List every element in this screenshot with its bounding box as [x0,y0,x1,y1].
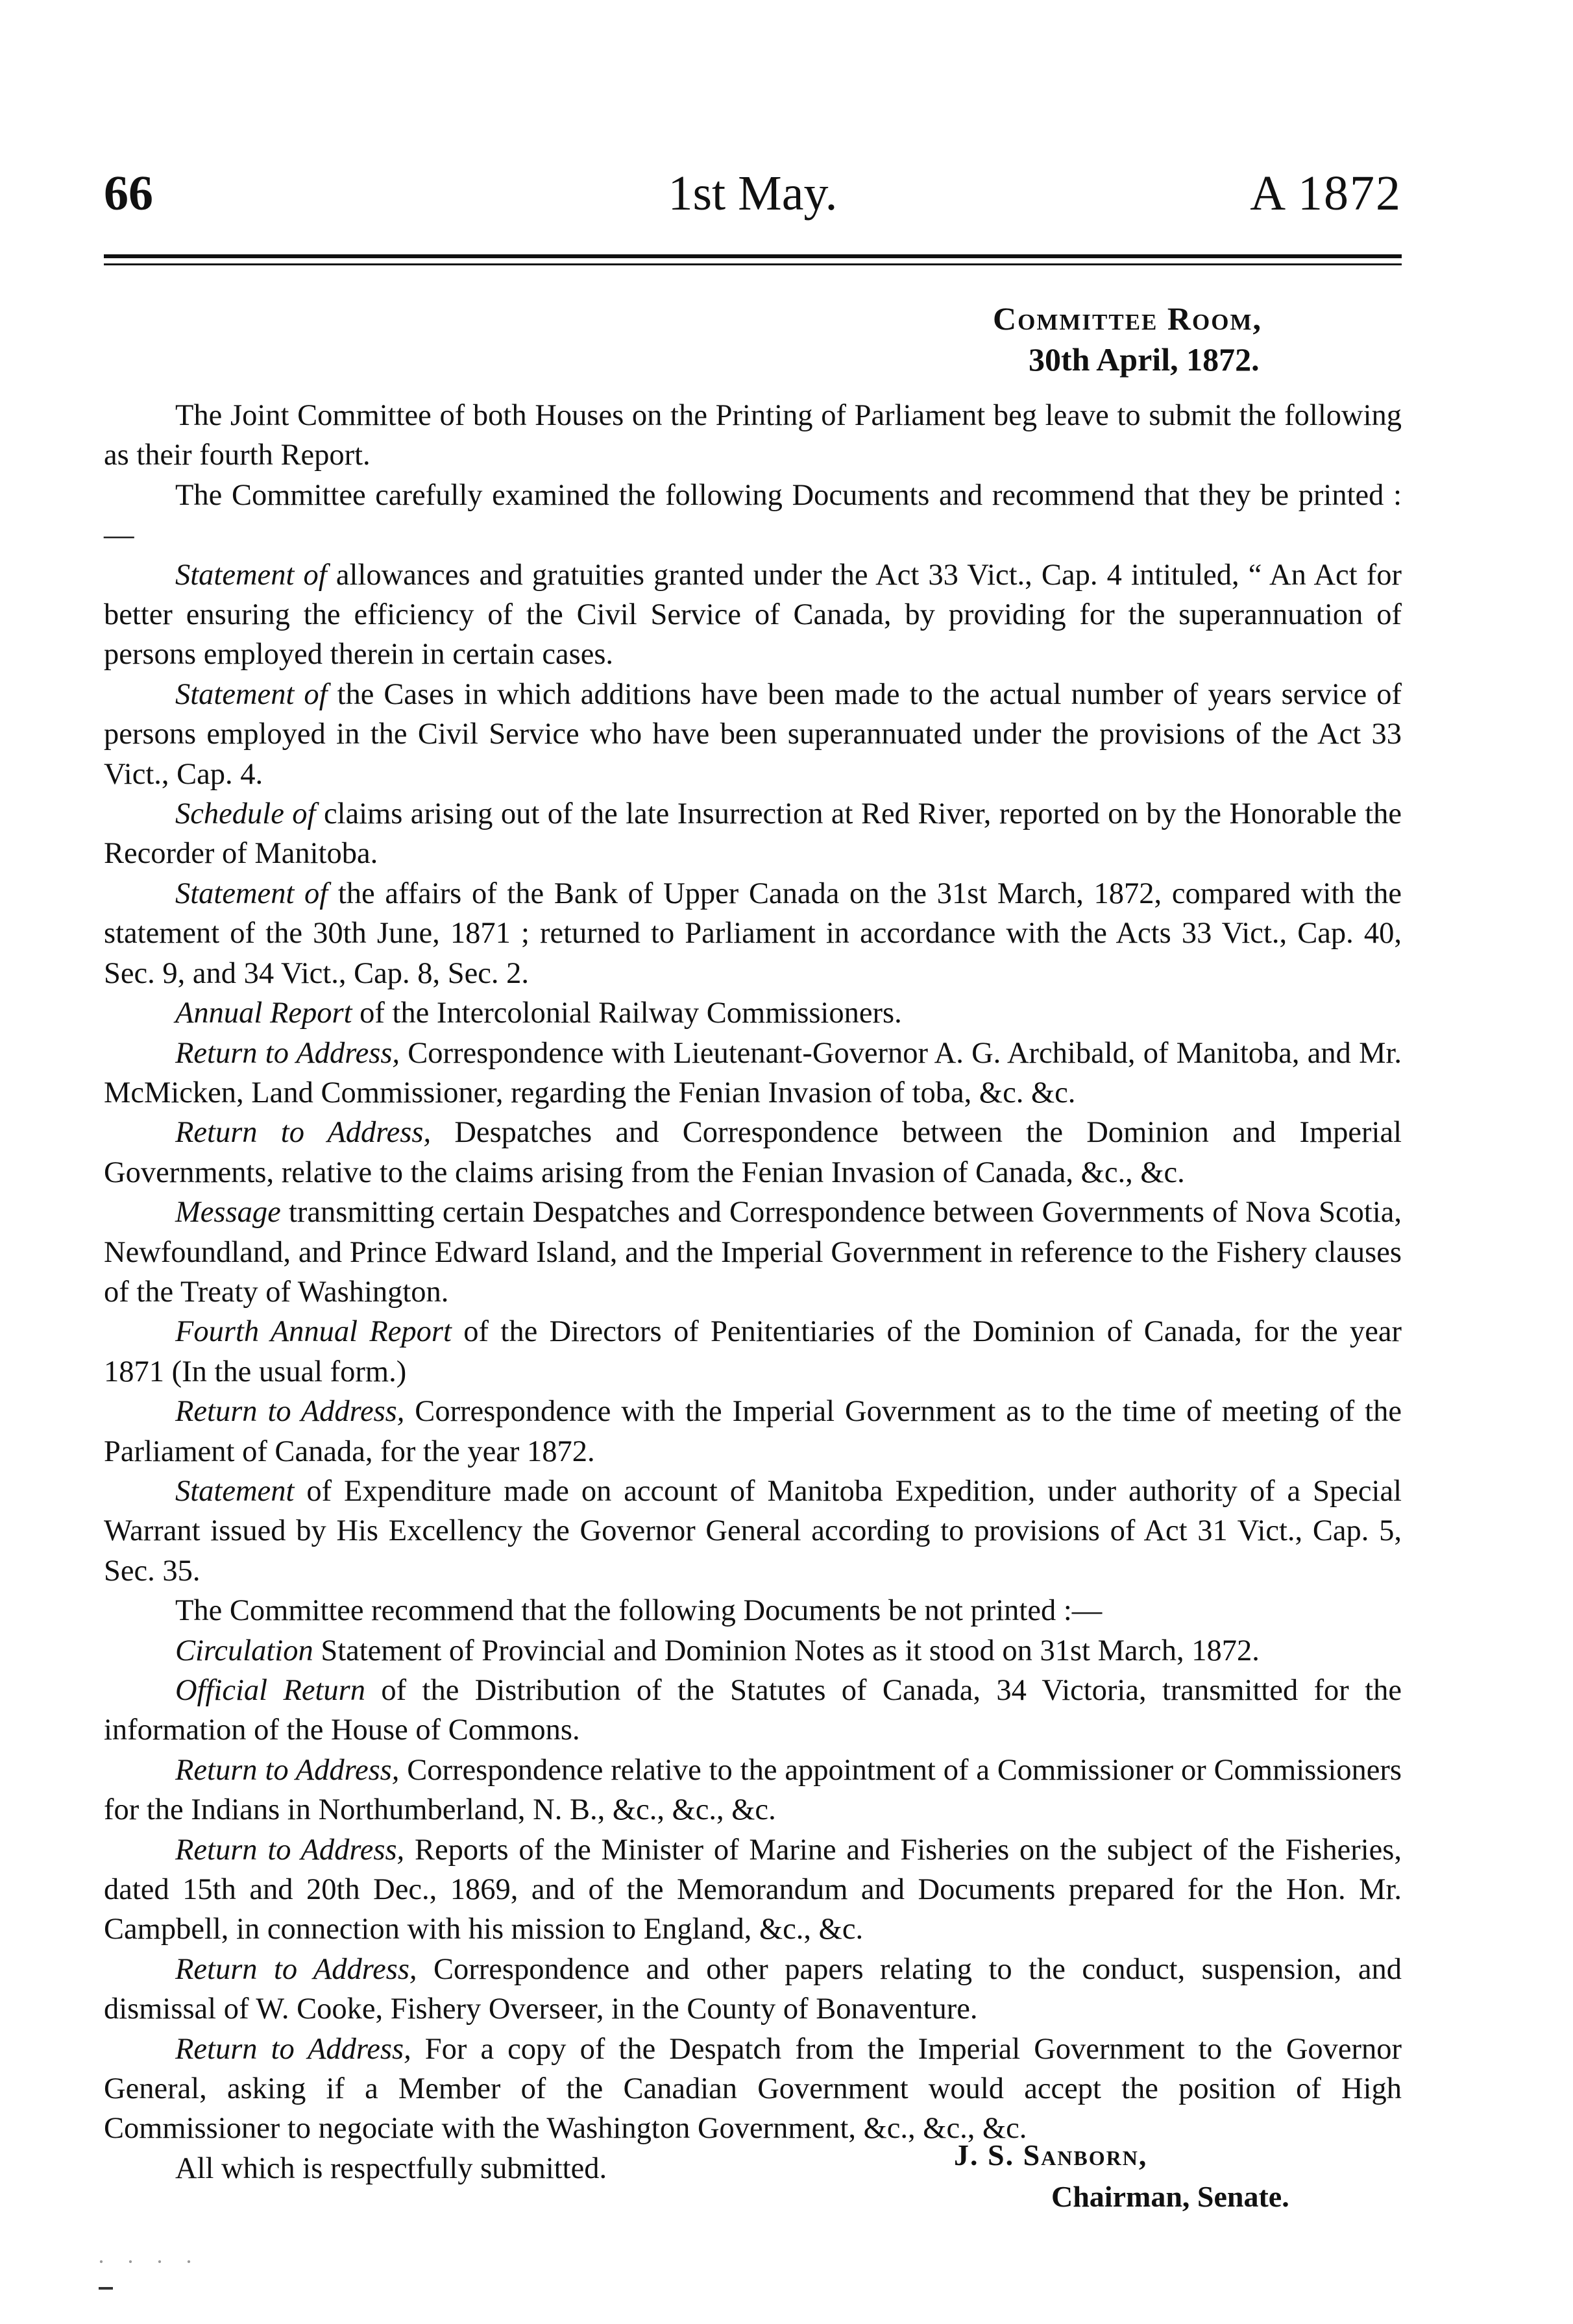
paragraph [104,555,1402,675]
header-year: A 1872 [1250,166,1402,221]
paragraph-text: Correspondence and other papers relating to the conduct, suspension, and dismissal of W. Cooke, Fishery Overseer, in the County of Bonaventure. [104,1952,1402,2026]
header-rule-thin [104,263,1402,265]
paragraph-text: of the Distribution of the Statutes of Canada, 34 Victoria, transmitted for the information of the House of Commons. [104,1674,1402,1747]
paragraph [104,993,1402,1033]
paragraph-text: Correspondence relative to the appointment of a Commissioner or Commissioners for the Indians in Northumberland, N. B., &c., &c., &c. [104,1753,1402,1827]
paragraph [104,1192,1402,1312]
paragraph-text: of Expenditure made on account of Manitoba Expedition, under authority of a Special Warrant issued by His Excellency the Governor General according to provisions of Act 31 Vict., Cap. 5, Sec. 35. [104,1474,1402,1588]
paragraph-text: of the Directors of Penitentiaries of the Dominion of Canada, for the year 1871 (In the usual form.) [104,1315,1402,1388]
signatory-title: Chairman, Senate. [1051,2180,1289,2213]
paragraph-text: of the Intercolonial Railway Commissioners. [352,997,902,1030]
page-number: 66 [104,166,153,221]
paragraph-text: The Committee recommend that the following Documents be not printed :— [175,1594,1103,1628]
margin-dash [99,2287,113,2290]
paragraph-lead: Return to Address, [175,1395,405,1429]
location-date: 30th April, 1872. [1029,341,1260,378]
paragraph-text: Reports of the Minister of Marine and Fisheries on the subject of the Fisheries, dated 15th and 20th Dec., 1869, and of the Memorandum and Documents prepared for the Hon. Mr. Campbell, in connection with his mission to England, &c., &c. [104,1833,1402,1946]
paragraph [104,1631,1402,1671]
header-date: 1st May. [668,166,838,221]
paragraph-lead: Return to Address, [175,1753,400,1787]
paragraph-text: claims arising out of the late Insurrection at Red River, reported on by the Honorable the Recorder of Manitoba. [104,797,1402,871]
paragraph [104,675,1402,794]
paragraph-lead: Return to Address, [175,1952,417,1986]
paragraph [104,1471,1402,1591]
paragraph-lead: Annual Report [175,997,352,1030]
paragraph-text: All which is respectfully submitted. [175,2151,607,2185]
paragraph-lead: Schedule of [175,797,316,831]
paragraph [104,1591,1402,1630]
paragraph [104,1034,1402,1113]
signature-block [954,2135,1289,2218]
location-place: Committee Room, [993,300,1262,337]
paragraph-lead: Circulation [175,1634,313,1667]
paragraph-text: Correspondence with Lieutenant-Governor A. G. Archibald, of Manitoba, and Mr. McMicken, Land Commissioner, regarding the Fenian Invasion of toba, &c. &c. [104,1036,1402,1109]
paragraph [104,1392,1402,1471]
paragraph-lead: Return to Address, [175,2032,411,2066]
signatory-name: J. S. Sanborn, [954,2138,1148,2172]
paragraph-text: Statement of Provincial and Dominion Notes as it stood on 31st March, 1872. [313,1634,1260,1667]
paragraph-text: Despatches and Correspondence between the Dominion and Imperial Governments, relative to the claims arising from the Fenian Invasion of Canada, &c., &c. [104,1116,1402,1189]
paragraph-lead: Statement of [175,877,328,910]
paragraph [104,1830,1402,1950]
paragraph [104,1950,1402,2029]
paragraph-lead: Message [175,1196,281,1229]
paragraph-lead: Return to Address, [175,1036,400,1070]
paragraph-text: The Committee carefully examined the following Documents and recommend that they be printed :— [104,478,1402,552]
paragraph-lead: Official Return [175,1674,366,1707]
paragraph-text: transmitting certain Despatches and Correspondence between Governments of Nova Scotia, Newfoundland, and Prince Edward Island, and the Imperial Government in reference to the Fishery clauses of the Treaty of Washington. [104,1196,1402,1309]
paragraph [104,1750,1402,1830]
paragraph-lead: Fourth Annual Report [175,1315,452,1349]
paragraph [104,476,1402,555]
paragraph [104,2029,1402,2149]
paragraph-text: the Cases in which additions have been made to the actual number of years service of persons employed in the Civil Service who have been superannuated under the provisions of the Act 33 Vict., Cap. 4. [104,677,1402,791]
paragraph-lead: Statement of [175,558,327,592]
report-body [104,396,1402,2188]
paragraph-lead: Return to Address, [175,1116,432,1150]
paragraph-text: Correspondence with the Imperial Government as to the time of meeting of the Parliament of Canada, for the year 1872. [104,1395,1402,1468]
paragraph-lead: Statement [175,1474,295,1508]
paragraph [104,1671,1402,1750]
paragraph [104,1113,1402,1192]
header-rule-thick [104,254,1402,258]
margin-dots: · · · · [97,2249,201,2275]
paragraph-text: the affairs of the Bank of Upper Canada on the 31st March, 1872, compared with the statement of the 30th June, 1871 ; returned to Parliament in accordance with the Acts 33 Vict., Cap. 40, Sec. 9, and 34 Vict., Cap. 8, Sec. 2. [104,877,1402,990]
paragraph-text: The Joint Committee of both Houses on the Printing of Parliament beg leave to submit the following as their fourth Report. [104,399,1402,472]
paragraph [104,396,1402,476]
paragraph [104,1312,1402,1392]
paragraph-lead: Statement of [175,677,328,711]
paragraph [104,794,1402,874]
page-header [104,165,1402,230]
paragraph-text: allowances and gratuities granted under the Act 33 Vict., Cap. 4 intituled, “ An Act for better ensuring the efficiency of the Civil Service of Canada, by providing for the superannuation of persons employed therein in certain cases. [104,558,1402,672]
paragraph-lead: Return to Address, [175,1833,405,1867]
paragraph [104,874,1402,993]
paragraph-text: For a copy of the Despatch from the Imperial Government to the Governor General, asking if a Member of the Canadian Government would accept the position of High Commissioner to negociate with the Washington Government, &c., &c., &c. [104,2032,1402,2146]
